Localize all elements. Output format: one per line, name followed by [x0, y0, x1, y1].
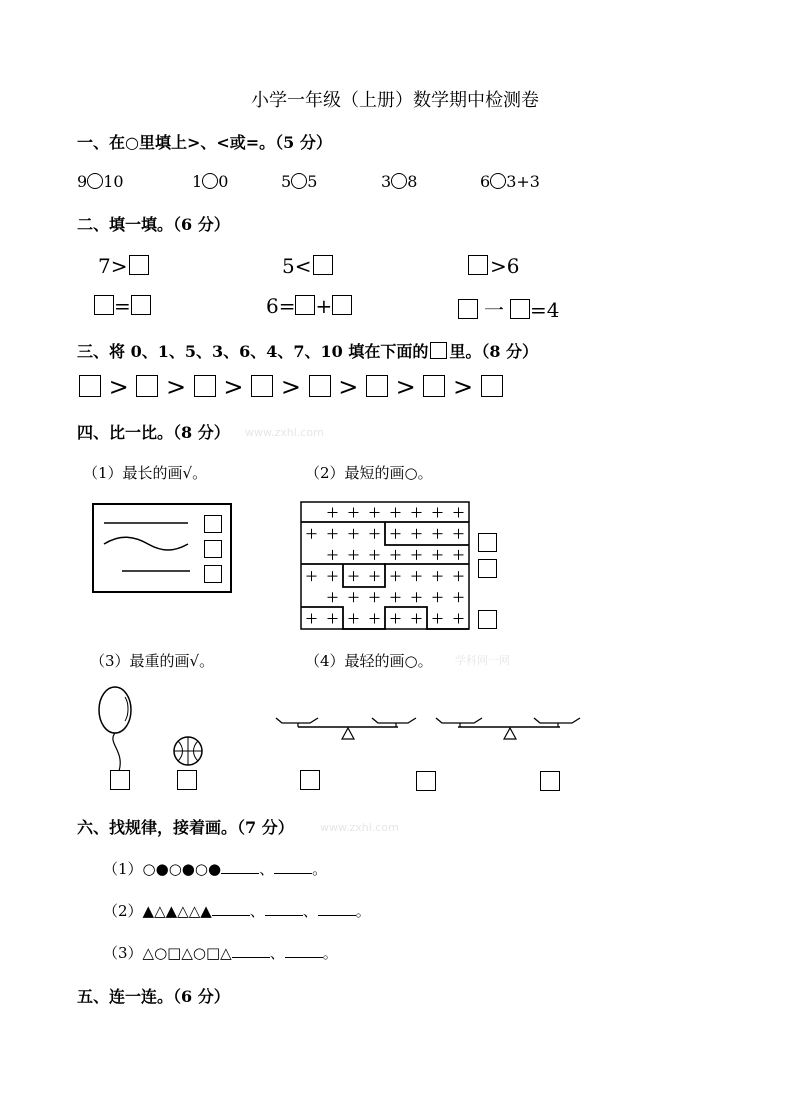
- section-2-heading: 二、填一填。（6 分）: [77, 215, 230, 234]
- s1-item-3: 5 5: [281, 172, 318, 191]
- answer-box[interactable]: [131, 295, 151, 315]
- compare-circle-icon[interactable]: [291, 173, 307, 189]
- s4-q4: （4）最轻的画○。: [305, 652, 433, 670]
- compare-circle-icon[interactable]: [490, 173, 506, 189]
- answer-box[interactable]: [204, 565, 222, 583]
- section-3-heading: 三、将 0、1、5、3、6、4、7、10 填在下面的 里。（8 分）: [77, 342, 539, 361]
- gt-symbol: >: [223, 373, 244, 401]
- answer-box[interactable]: [136, 375, 158, 397]
- s6-q2: （2）▲△▲△△▲ 、 、 。: [103, 902, 371, 920]
- answer-box[interactable]: [94, 295, 114, 315]
- answer-box[interactable]: [478, 559, 497, 578]
- answer-box[interactable]: [416, 771, 436, 791]
- path-3: [343, 564, 469, 587]
- watermark: www.zxhl.com: [245, 426, 324, 439]
- answer-box[interactable]: [194, 375, 216, 397]
- s2-r2-a: =: [94, 294, 151, 318]
- watermark: www.zxhl.com: [320, 821, 399, 834]
- answer-blank[interactable]: [212, 903, 250, 916]
- answer-box[interactable]: [423, 375, 445, 397]
- s3-order-chain: [79, 373, 503, 401]
- line-b-wavy: [104, 537, 188, 550]
- box-symbol-icon: [430, 342, 447, 359]
- section-4-heading: 四、比一比。（8 分）: [77, 423, 230, 442]
- section-5-heading: 五、连一连。（6 分）: [77, 987, 230, 1006]
- answer-box[interactable]: [478, 533, 497, 552]
- s2-r1-c: >6: [468, 254, 519, 278]
- compare-circle-icon[interactable]: [202, 173, 218, 189]
- answer-blank[interactable]: [232, 945, 270, 958]
- section-6-heading: 六、找规律，接着画。（7 分）: [77, 818, 294, 837]
- answer-blank[interactable]: [221, 861, 259, 874]
- balloon-icon: [95, 685, 145, 773]
- basketball-icon: [170, 733, 206, 769]
- answer-box[interactable]: [79, 375, 101, 397]
- s1-item-2: 1 0: [192, 172, 229, 191]
- gt-symbol: >: [280, 373, 301, 401]
- s1-item-5: 6 3+3: [480, 172, 540, 191]
- s2-r1-a: 7>: [98, 254, 149, 278]
- s6-q1: （1）○●○●○● 、 。: [103, 860, 328, 878]
- watermark: 学科网一网: [455, 654, 510, 667]
- answer-box[interactable]: [300, 770, 320, 790]
- answer-box[interactable]: [204, 515, 222, 533]
- answer-box[interactable]: [313, 255, 333, 275]
- section-1-heading: 一、在○里填上>、<或=。（5 分）: [77, 133, 332, 152]
- s4-q3: （3）最重的画√。: [90, 652, 215, 670]
- compare-circle-icon[interactable]: [391, 173, 407, 189]
- answer-box[interactable]: [204, 540, 222, 558]
- gt-symbol: >: [452, 373, 474, 401]
- answer-box[interactable]: [540, 771, 560, 791]
- gt-symbol: >: [395, 373, 416, 401]
- gt-symbol: >: [166, 373, 187, 401]
- answer-box[interactable]: [251, 375, 273, 397]
- answer-box[interactable]: [129, 255, 149, 275]
- s2-r2-c: 一 =4: [458, 294, 559, 323]
- path-4: [301, 607, 469, 629]
- s1-item-1: 9 10: [77, 172, 124, 191]
- gt-symbol: >: [108, 373, 129, 401]
- balance-right: [436, 718, 580, 739]
- s2-r1-b: 5<: [282, 254, 333, 278]
- page-title: 小学一年级（上册）数学期中检测卷: [251, 90, 539, 111]
- answer-box[interactable]: [366, 375, 388, 397]
- answer-blank[interactable]: [274, 861, 312, 874]
- gt-symbol: >: [338, 373, 359, 401]
- answer-box[interactable]: [295, 295, 315, 315]
- s1-item-4: 3 8: [381, 172, 418, 191]
- compare-circle-icon[interactable]: [87, 173, 103, 189]
- answer-box[interactable]: [458, 299, 478, 319]
- answer-box[interactable]: [468, 255, 488, 275]
- s6-q3: （3）△○□△○□△ 、 。: [103, 944, 338, 962]
- balance-scales-figure: [268, 708, 598, 744]
- answer-box[interactable]: [510, 299, 530, 319]
- s4-q1: （1）最长的画√。: [83, 464, 208, 482]
- balance-left: [276, 718, 416, 739]
- answer-blank[interactable]: [285, 945, 323, 958]
- answer-blank[interactable]: [265, 903, 303, 916]
- answer-blank[interactable]: [318, 903, 356, 916]
- s4-q2: （2）最短的画○。: [305, 464, 433, 482]
- answer-box[interactable]: [478, 610, 497, 629]
- s2-r2-b: 6= +: [266, 294, 352, 318]
- answer-box[interactable]: [309, 375, 331, 397]
- answer-box[interactable]: [481, 375, 503, 397]
- answer-box[interactable]: [332, 295, 352, 315]
- answer-box[interactable]: [110, 770, 130, 790]
- answer-box[interactable]: [177, 770, 197, 790]
- grid-paths-figure: [299, 500, 474, 632]
